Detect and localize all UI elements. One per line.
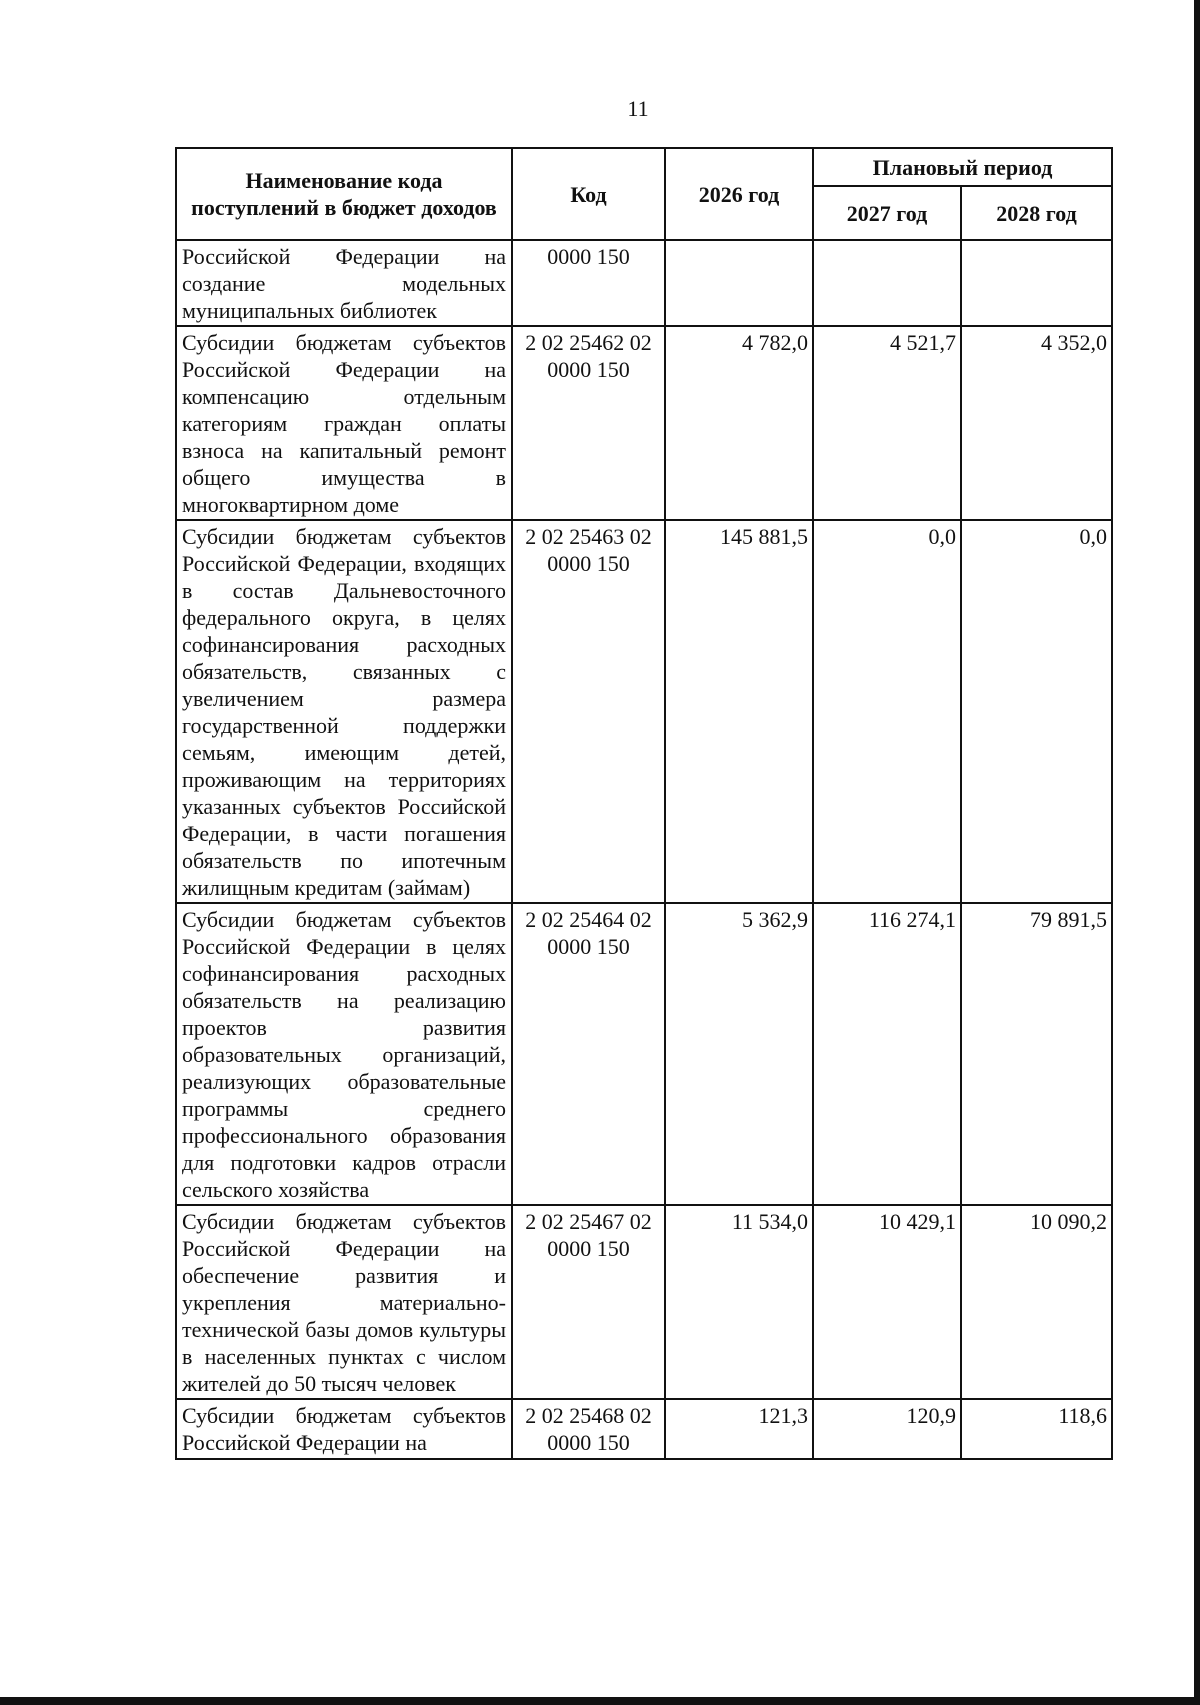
table-row (176, 326, 1112, 520)
header-row-top (176, 148, 1112, 186)
row-value-2028: 4 352,0 (961, 326, 1112, 520)
row-value-2028: 0,0 (961, 520, 1112, 903)
page-number: 11 (627, 96, 649, 121)
row-value-2027: 10 429,1 (813, 1205, 961, 1399)
row-code: 2 02 25468 02 0000 150 (512, 1399, 665, 1459)
row-value-2026: 4 782,0 (665, 326, 813, 520)
row-value-2028 (961, 240, 1112, 326)
row-value-2027: 116 274,1 (813, 903, 961, 1205)
header-2027: 2027 год (813, 186, 961, 240)
table-row (176, 520, 1112, 903)
header-2026: 2026 год (665, 148, 813, 240)
row-value-2026: 145 881,5 (665, 520, 813, 903)
header-code: Код (512, 148, 665, 240)
row-value-2026: 11 534,0 (665, 1205, 813, 1399)
row-value-2028: 79 891,5 (961, 903, 1112, 1205)
row-code: 2 02 25463 02 0000 150 (512, 520, 665, 903)
row-name: Субсидии бюджетам субъектов Российской Федерации, входящих в состав Дальневосточного федерального округа, в целях софинансирования расходных обязательств, связанных с увеличением размера государственной поддержки семьям, имеющим детей, проживающим на территориях указанных субъектов Российской Федерации, в части погашения обязательств по ипотечным жилищным кредитам (займам) (176, 520, 512, 903)
scan-edge-right (1194, 0, 1200, 1705)
row-value-2027: 120,9 (813, 1399, 961, 1459)
row-value-2026: 121,3 (665, 1399, 813, 1459)
row-name: Российской Федерации на создание модельных муниципальных библиотек (176, 240, 512, 326)
header-2028: 2028 год (961, 186, 1112, 240)
table-row (176, 240, 1112, 326)
row-value-2028: 10 090,2 (961, 1205, 1112, 1399)
row-code: 2 02 25467 02 0000 150 (512, 1205, 665, 1399)
row-name: Субсидии бюджетам субъектов Российской Федерации на обеспечение развития и укрепления материально-технической базы домов культуры в населенных пунктах с числом жителей до 50 тысяч человек (176, 1205, 512, 1399)
table-row (176, 1399, 1112, 1459)
row-value-2027: 0,0 (813, 520, 961, 903)
revenue-table (175, 147, 1113, 1460)
row-code: 2 02 25464 02 0000 150 (512, 903, 665, 1205)
row-name: Субсидии бюджетам субъектов Российской Федерации на (176, 1399, 512, 1459)
row-value-2028: 118,6 (961, 1399, 1112, 1459)
row-value-2026: 5 362,9 (665, 903, 813, 1205)
scan-edge-bottom (0, 1697, 1200, 1705)
row-value-2027 (813, 240, 961, 326)
header-planned-period: Плановый период (813, 148, 1112, 186)
header-name: Наименование кода поступлений в бюджет доходов (176, 148, 512, 240)
row-name: Субсидии бюджетам субъектов Российской Федерации на компенсацию отдельным категориям граждан оплаты взноса на капитальный ремонт общего имущества в многоквартирном доме (176, 326, 512, 520)
row-name: Субсидии бюджетам субъектов Российской Федерации в целях софинансирования расходных обязательств на реализацию проектов развития образовательных организаций, реализующих образовательные программы среднего профессионального образования для подготовки кадров отрасли сельского хозяйства (176, 903, 512, 1205)
row-code: 0000 150 (512, 240, 665, 326)
table-row (176, 903, 1112, 1205)
row-value-2026 (665, 240, 813, 326)
table-row (176, 1205, 1112, 1399)
row-value-2027: 4 521,7 (813, 326, 961, 520)
row-code: 2 02 25462 02 0000 150 (512, 326, 665, 520)
